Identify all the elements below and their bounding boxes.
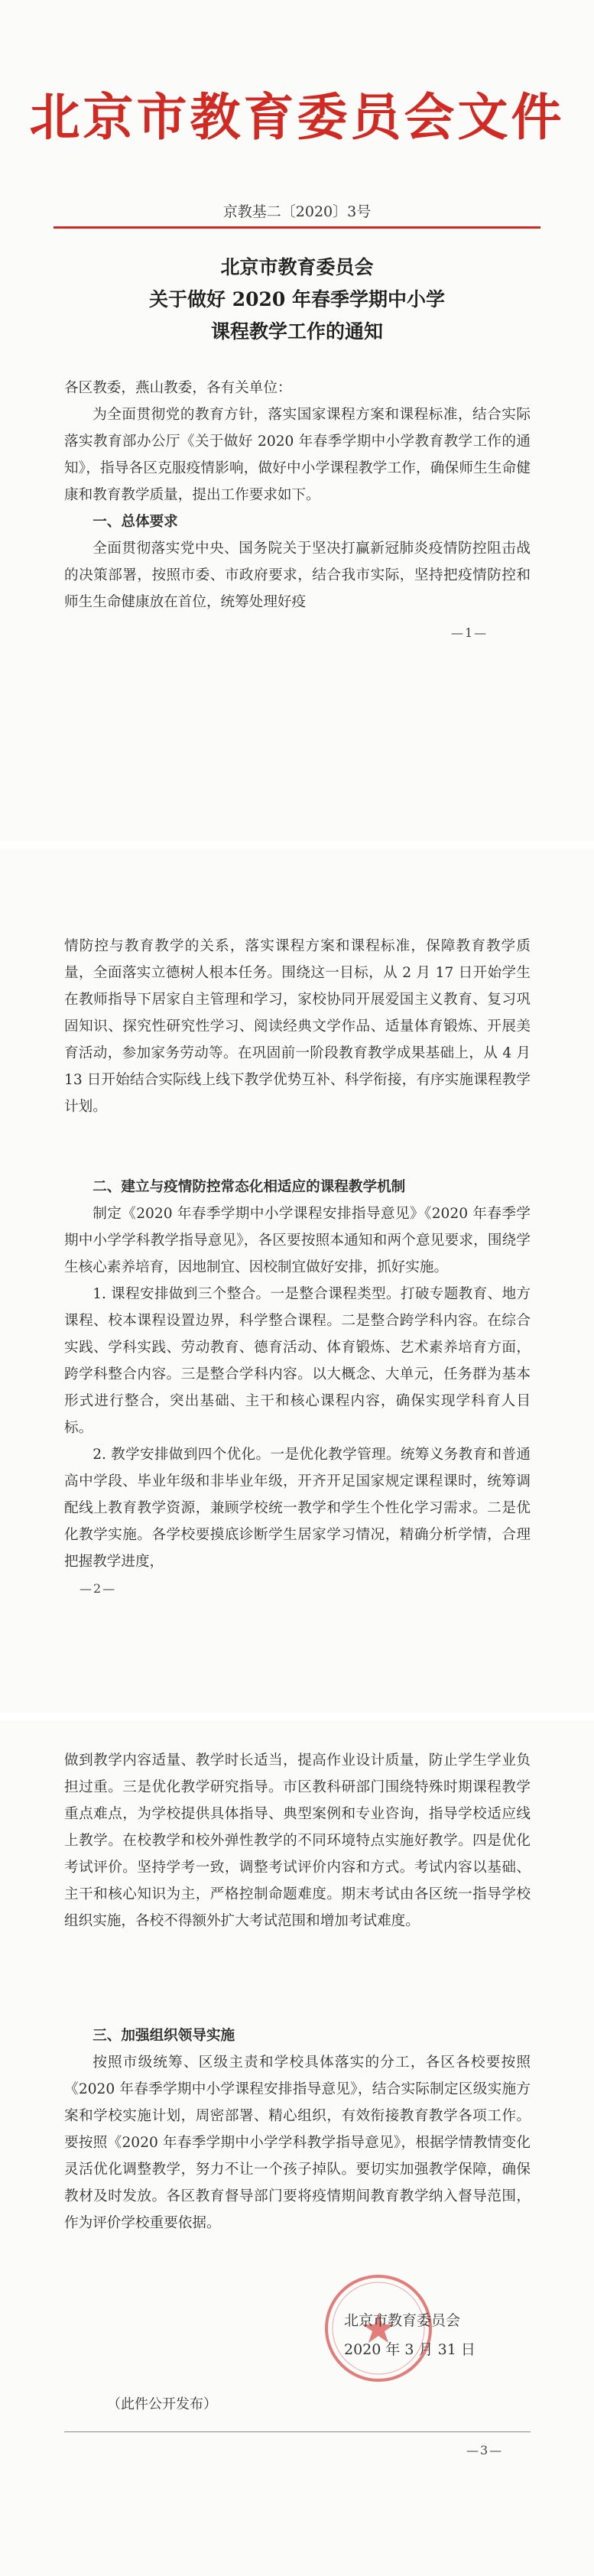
section-2-intro: 制定《2020 年春季学期中小学课程安排指导意见》《2020 年春季学期中小学学科教学指导意见》，各区要按照本通知和两个意见要求，围绕学生核心素养培育，因地制宜、因校制宜做好安排，抓好实施。 xyxy=(64,1206,531,1275)
public-release-note: （此件公开发布） xyxy=(107,2396,217,2412)
section-2-item-1: 1. 课程安排做到三个整合。一是整合课程类型。打破专题教育、地方课程、校本课程设置边界，科学整合课程。二是整合跨学科内容。在综合实践、学科实践、劳动教育、德育活动、体育锻炼、艺术素养培育方面，跨学科整合内容。三是整合学科内容。以大概念、大单元，任务群为基本形式进行整合，突出基础、主干和核心课程内容，确保实现学科育人目标。 xyxy=(64,1286,531,1436)
page-number: —1— xyxy=(451,625,489,640)
salutation: 各区教委，燕山教委，各有关单位： xyxy=(64,380,292,396)
page-2-continuation: 情防控与教育教学的关系，落实课程方案和课程标准，保障教育教学质量，全面落实立德树人根本任务。围绕这一目标，从 2 月 17 日开始学生在教师指导下居家自主管理和学习，家校协同开展爱国主义教育、复习巩固知识、探究性研究性学习、阅读经典文学作品、适量体育锻炼、开展美育活动，参加家务劳动等。在巩固前一阶段教育教学成果基础上，从 4 月 13 日开始结合实际线上线下教学优势互补、科学衔接，有序实施课程教学计划。 xyxy=(64,938,531,1115)
section-3-heading: 三、加强组织领导实施 xyxy=(93,2028,235,2044)
signature-date: 2020 年 3 月 31 日 xyxy=(344,2341,476,2358)
red-divider-line xyxy=(54,226,540,229)
section-1-heading: 一、总体要求 xyxy=(93,514,178,530)
section-3-text: 按照市级统筹、区级主责和学校具体落实的分工，各区各校要按照《2020 年春季学期中小学课程安排指导意见》，结合实际制定区级实施方案和学校实施计划，周密部署、精心组织，有效衔接教育教学各项工作。要按照《2020 年春季学期中小学学科教学指导意见》，根据学情教情变化灵活优化调整教学，努力不让一个孩子掉队。要切实加强教学保障，确保教材及时发放。各区教育督导部门要将疫情期间教育教学纳入督导范围，作为评价学校重要依据。 xyxy=(64,2055,531,2231)
page-gap xyxy=(0,1713,594,1720)
section-2-item-2: 2. 教学安排做到四个优化。一是优化教学管理。统筹义务教育和普通高中学段、毕业年级和非毕业年级，开齐开足国家规定课程课时，统筹调配线上教育教学资源，兼顾学校统一教学和学生个性化学习需求。二是优化教学实施。各学校要摸底诊断学生居家学习情况，精确分析学情，合理把握教学进度， xyxy=(64,1447,531,1570)
section-2-heading: 二、建立与疫情防控常态化相适应的课程教学机制 xyxy=(93,1179,406,1195)
document-page-2 xyxy=(0,849,594,1713)
page-gap xyxy=(0,841,594,849)
page-3-continuation: 做到教学内容适量、教学时长适当，提高作业设计质量，防止学生学业负担过重。三是优化教学研究指导。市区教科研部门围绕特殊时期课程教学重点难点，为学校提供具体指导、典型案例和专业咨询，指导学校适应线上教学。在校教学和校外弹性教学的不同环境特点实施好教学。四是优化考试评价。坚持学考一致，调整考试评价内容和方式。考试内容以基础、主干和核心知识为主，严格控制命题难度。期末考试由各区统一指导学校组织实施，各校不得额外扩大考试范围和增加考试难度。 xyxy=(64,1753,531,1929)
page-number: —2— xyxy=(80,1581,117,1596)
document-page-1 xyxy=(0,0,594,841)
document-page-3 xyxy=(0,1720,594,2576)
title-line-1: 北京市教育委员会 xyxy=(220,256,374,278)
section-1-text: 全面贯彻落实党中央、国务院关于坚决打赢新冠肺炎疫情防控阻击战的决策部署，按照市委、市政府要求，结合我市实际，坚持把疫情防控和师生生命健康放在首位，统筹处理好疫 xyxy=(64,541,531,610)
signature-organization: 北京市教育委员会 xyxy=(344,2312,461,2329)
title-line-2: 关于做好 2020 年春季学期中小学 xyxy=(149,288,445,310)
document-number: 京教基二〔2020〕3号 xyxy=(222,203,372,220)
end-rule xyxy=(64,2431,531,2432)
title-line-3: 课程教学工作的通知 xyxy=(210,320,383,343)
intro-paragraph: 为全面贯彻党的教育方针，落实国家课程方案和课程标准，结合实际落实教育部办公厅《关于做好 2020 年春季学期中小学教育教学工作的通知》，指导各区克服疫情影响，做好中小学课程教学工作，确保师生生命健康和教育教学质量，提出工作要求如下。 xyxy=(64,407,531,503)
masthead: 北京市教育委员会文件 xyxy=(29,87,565,147)
page-number: —3— xyxy=(466,2443,504,2457)
